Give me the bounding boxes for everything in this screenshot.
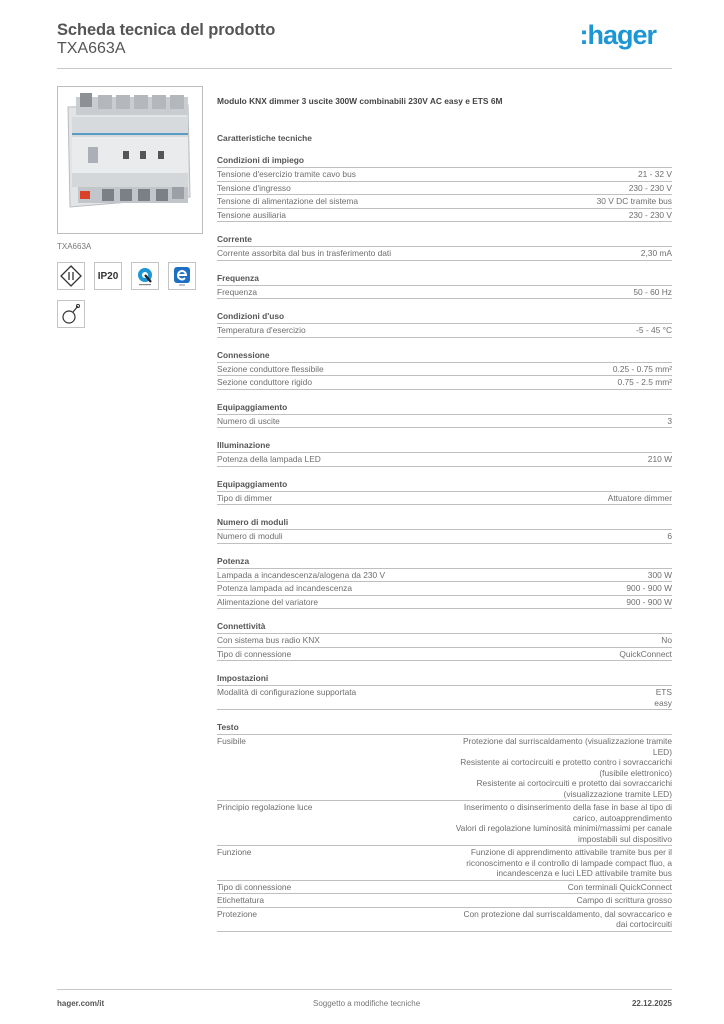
spec-value-line: Protezione dal surriscaldamento (visualizzazione tramite [462, 736, 672, 746]
spec-row [217, 324, 672, 338]
spec-label: Numero di moduli [217, 531, 283, 541]
spec-group [217, 311, 672, 338]
section-heading: Caratteristiche tecniche [217, 133, 312, 143]
spec-value: 210 W [647, 454, 672, 464]
spec-group [217, 517, 672, 544]
spec-group [217, 440, 672, 467]
spec-value: 900 - 900 W [626, 596, 672, 607]
spec-group [217, 350, 672, 390]
spec-value: Campo di scrittura grosso [576, 895, 672, 905]
spec-group [217, 673, 672, 710]
quickconnect-icon [131, 262, 159, 290]
spec-label: Tensione d'esercizio tramite cavo bus [217, 169, 356, 179]
spec-label: Potenza della lampada LED [217, 454, 321, 464]
spec-row [217, 801, 672, 846]
spec-row [217, 582, 672, 596]
spec-row [217, 735, 672, 801]
spec-row [217, 363, 672, 377]
spec-value-line: impostabili sul dispositivo [577, 833, 672, 844]
spec-label: Funzione [217, 847, 252, 857]
spec-group [217, 479, 672, 506]
spec-value: 230 - 230 V [628, 182, 672, 193]
spec-label: Corrente assorbita dal bus in trasferimento dati [217, 248, 392, 258]
spec-value: 230 - 230 V [628, 209, 672, 220]
spec-value: 0.25 - 0.75 mm² [612, 363, 672, 374]
spec-row [217, 286, 672, 300]
spec-label: Principio regolazione luce [217, 802, 313, 812]
spec-row [217, 182, 672, 196]
spec-label: Tipo di dimmer [217, 492, 273, 503]
spec-value: -5 - 45 °C [636, 325, 672, 335]
spec-label: Con sistema bus radio KNX [217, 635, 320, 645]
spec-value-line: Con protezione dal surriscaldamento, dal sovraccarico e [463, 908, 672, 919]
spec-group [217, 402, 672, 429]
spec-value-line: dai cortocircuiti [616, 919, 672, 929]
spec-row [217, 634, 672, 648]
spec-group-title: Frequenza [217, 273, 672, 286]
spec-group-title: Illuminazione [217, 440, 672, 453]
spec-label: Sezione conduttore flessibile [217, 363, 324, 374]
double-insulation-icon [57, 262, 85, 290]
spec-group [217, 234, 672, 261]
footer-website[interactable]: hager.com/it [57, 999, 105, 1008]
spec-value [456, 802, 672, 844]
spec-group [217, 155, 672, 222]
spec-value: No [661, 635, 672, 645]
spec-label: Modalità di configurazione supportata [217, 687, 357, 697]
product-code: TXA663A [57, 40, 126, 57]
easy-icon [168, 262, 196, 290]
spec-group-title: Corrente [217, 234, 672, 247]
spec-label: Alimentazione del variatore [217, 596, 319, 607]
spec-content [217, 96, 672, 932]
spec-label: Numero di uscite [217, 415, 280, 426]
spec-value-line: carico, autoapprendimento [572, 812, 672, 823]
spec-value: 2,30 mA [640, 248, 672, 258]
spec-label: Sezione conduttore rigido [217, 377, 312, 387]
spec-row [217, 530, 672, 544]
spec-row [217, 376, 672, 390]
spec-value: 900 - 900 W [626, 583, 672, 593]
spec-value [460, 736, 672, 799]
spec-row [217, 209, 672, 223]
spec-group [217, 273, 672, 300]
spec-value: 21 - 32 V [638, 169, 672, 179]
product-name: Modulo KNX dimmer 3 uscite 300W combinabili 230V AC easy e ETS 6M [217, 96, 503, 106]
spec-row [217, 415, 672, 429]
spec-group-title: Equipaggiamento [217, 479, 672, 492]
spec-value [466, 847, 672, 879]
spec-row [217, 894, 672, 908]
ball-pressure-test-icon [57, 300, 85, 328]
spec-group [217, 556, 672, 610]
spec-value: 50 - 60 Hz [633, 286, 672, 297]
hager-logo: :hager [579, 20, 656, 50]
spec-row [217, 195, 672, 209]
spec-group-title: Condizioni di impiego [217, 155, 672, 168]
footer-divider [57, 989, 672, 990]
spec-label: Tipo di connessione [217, 648, 292, 659]
spec-row [217, 686, 672, 710]
spec-value-line: Resistente ai cortocircuiti e protetto contro i sovraccarichi [460, 757, 672, 767]
spec-label: Frequenza [217, 286, 258, 297]
spec-group-title: Equipaggiamento [217, 402, 672, 415]
spec-row [217, 908, 672, 932]
spec-value-line: Inserimento o disinserimento della fase in base al tipo di [463, 802, 672, 812]
spec-value: Attuatore dimmer [607, 492, 672, 503]
product-image-caption: TXA663A [57, 242, 92, 251]
spec-label: Fusibile [217, 736, 246, 746]
certification-icons [57, 262, 207, 290]
product-sidebar [57, 86, 207, 328]
spec-value-line: Funzione di apprendimento attivabile tramite bus per il [470, 847, 672, 857]
spec-label: Tensione d'ingresso [217, 182, 291, 193]
spec-label: Protezione [217, 908, 258, 919]
spec-value-line: (visualizzazione tramite LED) [563, 788, 672, 799]
spec-value [654, 687, 672, 708]
spec-group-title: Potenza [217, 556, 672, 569]
spec-group-title: Testo [217, 722, 672, 735]
spec-label: Tipo di connessione [217, 881, 292, 892]
footer-date: 22.12.2025 [631, 999, 672, 1008]
spec-group-title: Impostazioni [217, 673, 672, 686]
spec-value-line: Resistente ai cortocircuiti e protetto dai sovraccarichi [476, 778, 672, 788]
spec-value [463, 909, 672, 930]
spec-group-title: Numero di moduli [217, 517, 672, 530]
spec-value-line: easy [654, 697, 672, 708]
spec-value-line: ETS [655, 687, 672, 697]
spec-label: Tensione di alimentazione del sistema [217, 196, 359, 206]
spec-group [217, 722, 672, 932]
spec-value-line: incandescenza e luci LED attivabile tramite bus [496, 868, 672, 878]
spec-value-line: Valori di regolazione luminosità minimi/massimi per canale [455, 823, 672, 833]
certification-icons-row2 [57, 300, 207, 328]
spec-label: Lampada a incandescenza/alogena da 230 V [217, 569, 386, 580]
spec-value: 300 W [647, 569, 672, 580]
spec-group-title: Connettività [217, 621, 672, 634]
spec-value: 0.75 - 2.5 mm² [617, 377, 672, 387]
spec-label: Tensione ausiliaria [217, 209, 286, 220]
spec-value-line: (fusibile elettronico) [599, 767, 672, 778]
footer-note: Soggetto a modifiche tecniche [313, 999, 421, 1008]
spec-label: Temperatura d'esercizio [217, 325, 306, 335]
spec-group [217, 621, 672, 661]
spec-groups [217, 155, 672, 932]
spec-row [217, 247, 672, 261]
spec-value: 30 V DC tramite bus [596, 196, 672, 206]
spec-row [217, 648, 672, 662]
spec-label: Potenza lampada ad incandescenza [217, 583, 353, 593]
spec-value-line: riconoscimento e il controllo di lampade compact fluo, a [466, 857, 672, 868]
spec-group-title: Connessione [217, 350, 672, 363]
spec-row [217, 569, 672, 583]
header-divider [57, 68, 672, 69]
spec-value: 3 [667, 415, 672, 426]
product-image [57, 86, 203, 234]
spec-value: 6 [667, 531, 672, 541]
spec-row [217, 168, 672, 182]
spec-row [217, 453, 672, 467]
spec-value: QuickConnect [619, 648, 672, 659]
spec-value-line: LED) [652, 746, 672, 757]
spec-row [217, 881, 672, 895]
spec-row [217, 846, 672, 881]
document-title: Scheda tecnica del prodotto [57, 21, 276, 39]
spec-row [217, 596, 672, 610]
spec-row [217, 492, 672, 506]
spec-value: Con terminali QuickConnect [567, 881, 672, 892]
page-header [57, 20, 672, 70]
spec-label: Etichettatura [217, 895, 265, 905]
ip20-icon: IP20 [94, 262, 122, 290]
spec-group-title: Condizioni d'uso [217, 311, 672, 324]
